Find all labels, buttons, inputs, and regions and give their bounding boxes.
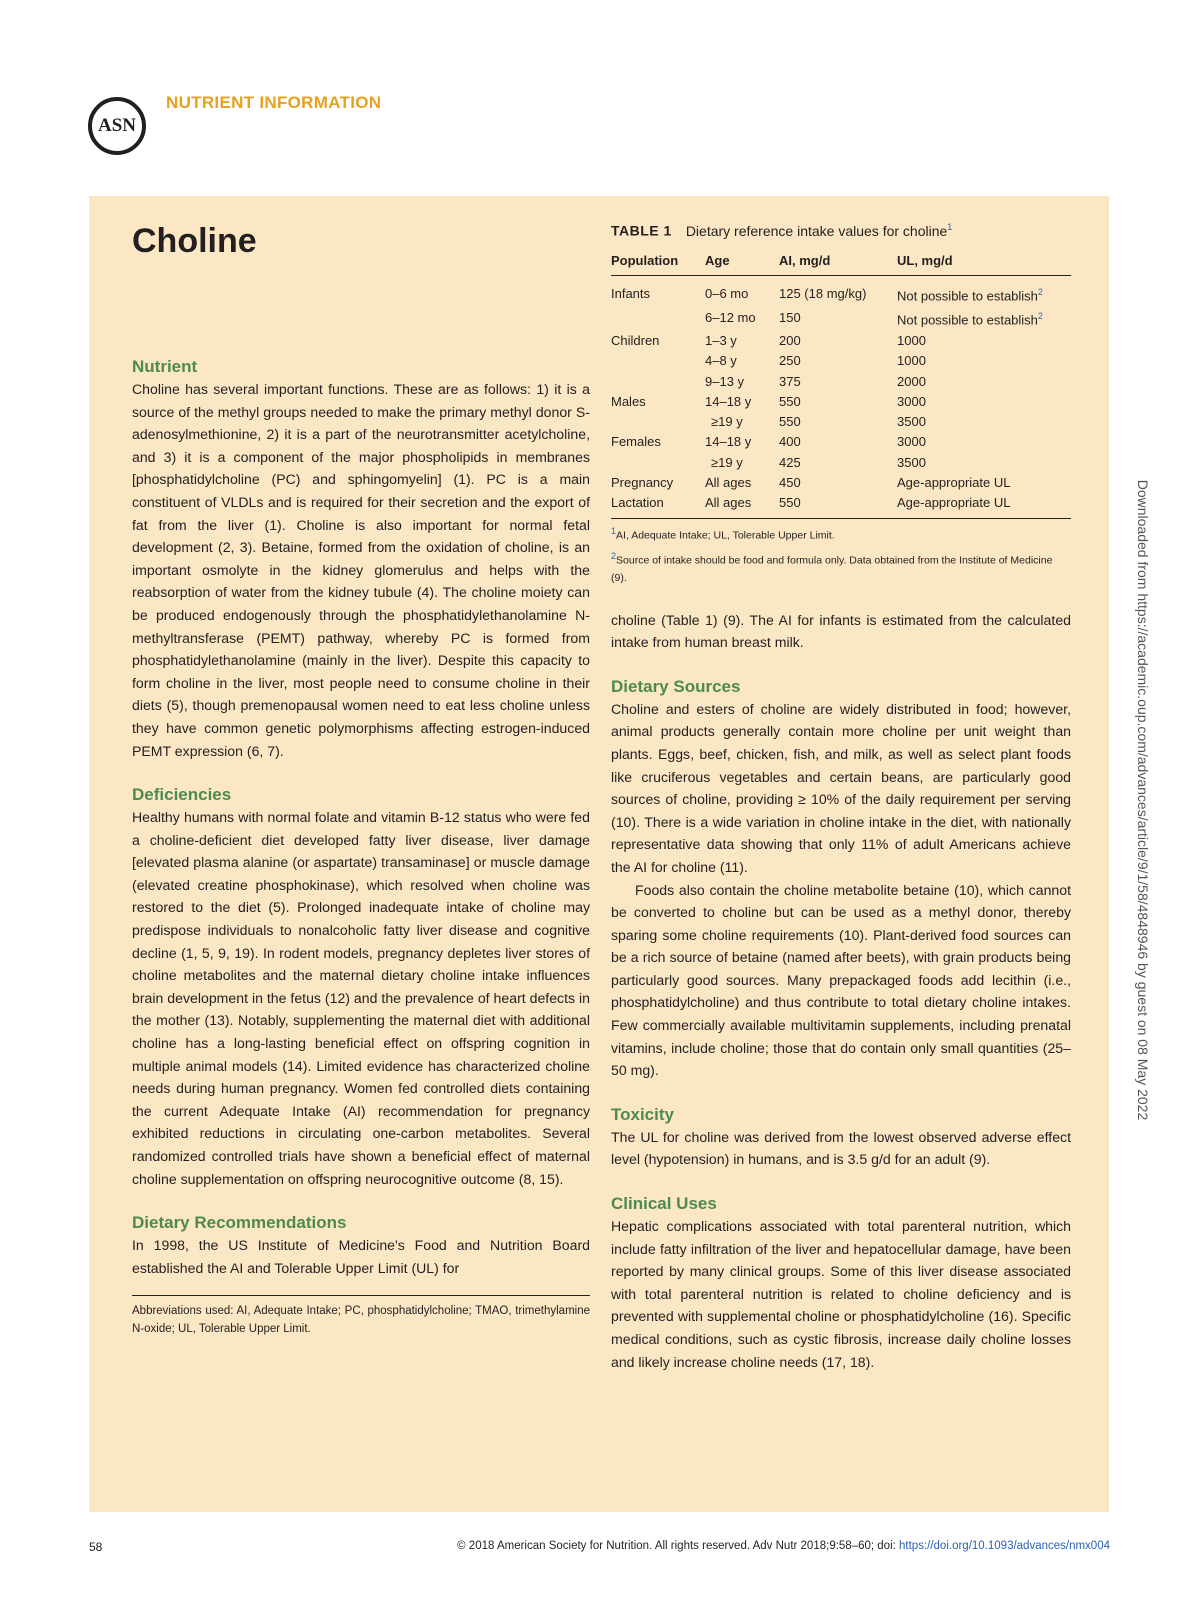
table-row	[611, 331, 1071, 351]
deficiencies-text: Healthy humans with normal folate and vitamin B-12 status who were fed a choline-deficient diet developed fatty liver disease, liver damage [elevated plasma alanine (or aspartate) transaminase] or muscle damage (elevated creatine phosphokinase), which resolved when choline was restored to the diet (5). Prolonged inadequate intake of choline may predispose individuals to nonalcoholic fatty liver disease and cognitive decline (1, 5, 9, 19). In rodent models, pregnancy depletes liver stores of choline metabolites and the maternal dietary choline intake influences brain development in the fetus (12) and the prevalence of heart defects in the mother (13). Notably, supplementing the maternal diet with additional choline has a long-lasting beneficial effect on offspring cognition in multiple animal models (14). Limited evidence has characterized choline needs during human pregnancy. Women fed controlled diets containing the current Adequate Intake (AI) recommendation for pregnancy exhibited reductions in circulating one-carbon metabolites. Several randomized controlled trials have shown a beneficial effect of maternal choline supplementation on offspring neurocognitive outcome (8, 15).	[132, 809, 590, 1187]
table-cell: All ages	[705, 474, 752, 490]
table-header-row	[611, 249, 1071, 276]
recommendations-text: In 1998, the US Institute of Medicine's Food and Nutrition Board established the AI and Tolerable Upper Limit (UL) for	[132, 1237, 590, 1276]
table-cell	[611, 453, 705, 473]
table-label: TABLE 1	[611, 222, 672, 239]
table-row	[611, 306, 1071, 331]
table-cell	[611, 306, 705, 331]
table-row	[611, 275, 1071, 306]
table-caption-note: 1	[947, 222, 953, 232]
section-label: NUTRIENT INFORMATION	[166, 93, 382, 112]
nutrient-text: Choline has several important functions. These are as follows: 1) it is a source of the methyl groups needed to make the primary methyl donor S-adenosylmethionine, 2) it is a part of the neurotransmitter acetylcholine, and 3) it is a component of the major phospholipids in membranes [phosphatidylcholine (PC) and sphingomyelin] (1). PC is a main constituent of VLDLs and is required for their secretion and the export of fat from the liver (1). Choline is also important for normal fetal development (2, 3). Betaine, formed from the oxidation of choline, is an important osmolyte in the kidney glomerulus and helps with the reabsorption of water from the kidney tubule (4). The choline moiety can be produced endogenously through the phosphatidylethanolamine N-methyltransferase (PEMT) pathway, whereby PC is formed from phosphatidylethanolamine (mainly in the liver). Despite this capacity to form choline in the liver, most people need to consume choline in their diets (5), though premenopausal women need to eat less choline unless they have common genetic polymorphisms affecting estrogen-induced PEMT expression (6, 7).	[132, 381, 590, 759]
table-cell: 400	[779, 434, 801, 450]
table-cell: Not possible to establish$^2$	[897, 286, 1043, 303]
table-row	[611, 372, 1071, 392]
table-cell: Age-appropriate UL	[897, 493, 1071, 518]
abbreviations: Abbreviations used: AI, Adequate Intake; PC, phosphatidylcholine; TMAO, trimethylamine N-oxide; UL, Tolerable Upper Limit.	[132, 1305, 590, 1336]
abbreviations-rule	[132, 1295, 590, 1296]
table-cell: 6–12 mo	[705, 310, 756, 326]
table-cell: 150	[779, 310, 801, 326]
table-row	[611, 473, 1071, 493]
table-header-cell: AI, mg/d	[779, 249, 897, 276]
logo-text: ASN	[97, 115, 137, 136]
article-title: Choline	[132, 222, 257, 260]
table-header-cell: UL, mg/d	[897, 249, 1071, 276]
table-row	[611, 453, 1071, 473]
table-cell: 375	[779, 373, 801, 389]
footer-citation	[457, 1540, 1110, 1552]
table-row	[611, 412, 1071, 432]
table-cell-note: 2	[1037, 311, 1043, 322]
table-cell: Lactation	[611, 493, 705, 518]
table-row	[611, 351, 1071, 371]
heading-toxicity: Toxicity	[611, 1104, 674, 1124]
toxicity-text: The UL for choline was derived from the lowest observed adverse effect level (hypotension) in humans, and is 3.5 g/d for an adult (9).	[611, 1128, 1071, 1168]
heading-deficiencies: Deficiencies	[132, 785, 232, 805]
table-cell: 1000	[897, 332, 926, 348]
table-row	[611, 392, 1071, 412]
table-cell-note: 2	[1037, 286, 1043, 297]
table-cell: 250	[779, 353, 801, 369]
table-cell: 3500	[897, 414, 926, 430]
table-cell: ≥19 y	[711, 414, 743, 430]
table-cell: 550	[779, 414, 801, 430]
right-column	[611, 196, 1071, 1373]
heading-recommendations: Dietary Recommendations	[132, 1213, 347, 1233]
table-cell: 3000	[897, 393, 926, 409]
heading-dietary-sources: Dietary Sources	[611, 676, 741, 696]
table-caption-text: Dietary reference intake values for choline	[685, 222, 948, 239]
clinical-text: Hepatic complications associated with total parenteral nutrition, which include fatty infiltration of the liver and hepatocellular damage, have been reported by many clinical groups. Some of this liver disease associated with total parenteral nutrition is related to choline deficiency and is prevented with supplemental choline or phosphatidylcholine (16). Specific medical conditions, such as cystic fibrosis, increase daily choline losses and likely increase choline needs (17, 18).	[611, 1218, 1071, 1370]
table-caption	[611, 222, 1071, 239]
table-cell: Females	[611, 434, 661, 450]
table-header-cell: Age	[705, 249, 779, 276]
table-cell: Males	[611, 393, 646, 409]
table-cell: 14–18 y	[705, 393, 752, 409]
heading-clinical-uses: Clinical Uses	[611, 1194, 717, 1214]
table-cell: 3500	[897, 454, 926, 470]
table-cell: Children	[611, 332, 660, 348]
table-cell: All ages	[705, 493, 779, 518]
table-cell: 550	[779, 493, 897, 518]
doi-link[interactable]: https://doi.org/10.1093/advances/nmx004	[899, 1540, 1110, 1552]
table-cell: 450	[779, 474, 801, 490]
table-cell: 3000	[897, 434, 926, 450]
table-cell: 9–13 y	[705, 373, 745, 389]
table-cell: 2000	[897, 373, 926, 389]
dri-table	[611, 249, 1071, 519]
table-cell: 125 (18 mg/kg)	[779, 285, 867, 301]
table-footnote-2: $^2$Source of intake should be food and formula only. Data obtained from the Institute of Medicine (9).	[611, 551, 1053, 584]
recommendations-continued: choline (Table 1) (9). The AI for infants is estimated from the calculated intake from human breast milk.	[611, 611, 1071, 651]
table-footnote-1: $^1$AI, Adequate Intake; UL, Tolerable Upper Limit.	[611, 525, 835, 542]
table-cell: 4–8 y	[705, 353, 737, 369]
table-cell: ≥19 y	[711, 454, 743, 470]
left-column	[132, 196, 590, 1338]
table-cell: 550	[779, 393, 801, 409]
footer-copyright: © 2018 American Society for Nutrition. All rights reserved. Adv Nutr 2018;9:58–60; doi:	[457, 1540, 900, 1552]
table-cell: 1–3 y	[705, 332, 737, 348]
page-number: 58	[89, 1540, 103, 1554]
table-cell: Pregnancy	[611, 474, 674, 490]
table-cell	[611, 412, 705, 432]
table-row	[611, 493, 1071, 518]
asn-logo	[88, 92, 146, 160]
table-cell: Not possible to establish$^2$	[897, 311, 1043, 328]
table-cell: Age-appropriate UL	[897, 474, 1011, 490]
table-cell: 0–6 mo	[705, 285, 749, 301]
sources-text-2: Foods also contain the choline metabolite betaine (10), which cannot be converted to choline but can be used as a methyl donor, thereby sparing some choline requirements (10). Plant-derived food sources can be a rich source of betaine (named after beets), with grain products being particularly good sources. Many prepackaged foods add lecithin (i.e., phosphatidylcholine) and thus contribute to total dietary choline intakes. Few commercially available multivitamin supplements, including prenatal vitamins, include choline; those that do contain only small quantities (25–50 mg).	[611, 881, 1071, 1079]
table-header-cell: Population	[611, 249, 705, 276]
table-cell: 200	[779, 332, 801, 348]
sources-text-1: Choline and esters of choline are widely distributed in food; however, animal products generally contain more choline per unit weight than plants. Eggs, beef, chicken, fish, and milk, as well as select plant foods like cruciferous vegetables and certain beans, are particularly good sources of choline, providing ≥ 10% of the daily requirement per serving (10). There is a wide variation in choline intake in the diet, with nationally representative data showing that only 11% of adult Americans achieve the AI for choline (11).	[611, 700, 1071, 875]
download-note-text: Downloaded from https://academic.oup.com/advances/article/9/1/58/4848946 by guest on 08 May 2022	[1135, 479, 1151, 1121]
table-cell: Infants	[611, 285, 651, 301]
table-cell	[611, 351, 705, 371]
table-cell	[611, 372, 705, 392]
table-cell: 425	[779, 454, 801, 470]
heading-nutrient: Nutrient	[132, 357, 198, 376]
table-cell: 1000	[897, 353, 926, 369]
table-cell: 14–18 y	[705, 434, 752, 450]
table-row	[611, 432, 1071, 452]
